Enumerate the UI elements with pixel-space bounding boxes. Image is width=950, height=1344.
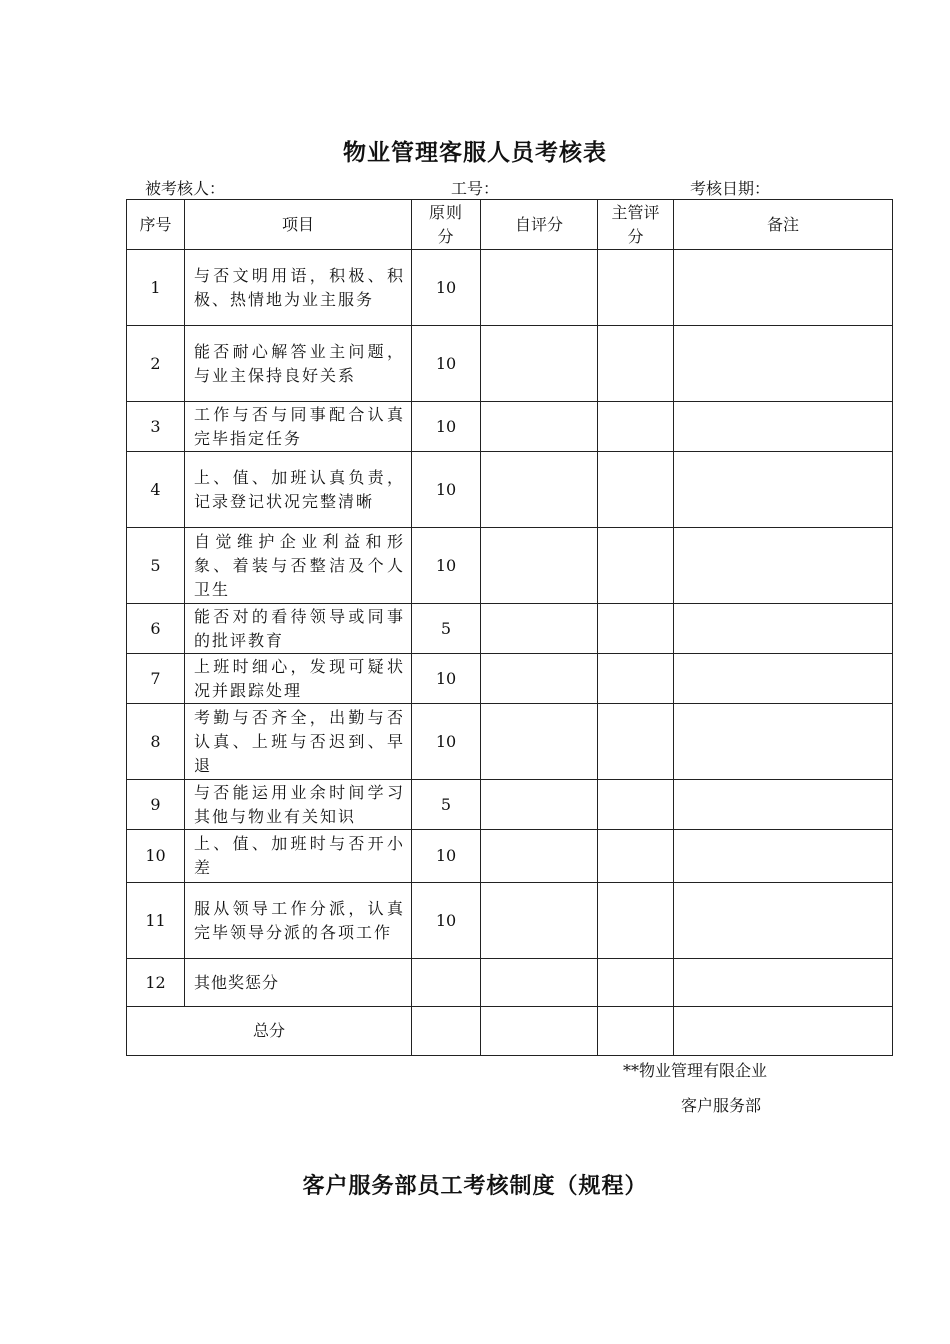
row-item: 考勤与否齐全，出勤与否认真、上班与否迟到、早退 (185, 704, 412, 780)
table-row (127, 326, 893, 402)
row-supervisor-score-cell[interactable] (598, 402, 674, 452)
row-item: 上、值、加班时与否开小差 (185, 830, 412, 883)
row-serial: 4 (127, 452, 185, 528)
section-title: 客户服务部员工考核制度（规程） (302, 1173, 648, 1199)
row-self-score-cell[interactable] (481, 452, 598, 528)
row-self-score-cell[interactable] (481, 604, 598, 654)
row-self-score-cell[interactable] (481, 830, 598, 883)
row-item: 能否对的看待领导或同事的批评教育 (185, 604, 412, 654)
row-supervisor-score-cell[interactable] (598, 780, 674, 830)
row-item: 服从领导工作分派，认真完毕领导分派的各项工作 (185, 883, 412, 959)
employee-id-label: 工号： (451, 179, 500, 198)
row-standard-score: 10 (412, 326, 481, 402)
row-supervisor-score-cell[interactable] (598, 830, 674, 883)
table-row (127, 654, 893, 704)
row-serial: 6 (127, 604, 185, 654)
row-remarks-cell[interactable] (674, 959, 893, 1007)
row-remarks-cell[interactable] (674, 883, 893, 959)
row-remarks-cell[interactable] (674, 704, 893, 780)
row-supervisor-score-cell[interactable] (598, 704, 674, 780)
total-standard-score-cell[interactable] (412, 1007, 481, 1056)
row-item: 其他奖惩分 (185, 959, 412, 1007)
examinee-label: 被考核人： (145, 179, 226, 198)
row-remarks-cell[interactable] (674, 402, 893, 452)
department-name: 客户服务部 (681, 1096, 762, 1115)
row-supervisor-score-cell[interactable] (598, 528, 674, 604)
company-name: **物业管理有限企业 (623, 1061, 768, 1080)
total-label: 总分 (127, 1007, 412, 1056)
row-self-score-cell[interactable] (481, 959, 598, 1007)
header-self-score: 自评分 (481, 200, 598, 250)
row-self-score-cell[interactable] (481, 402, 598, 452)
row-standard-score: 10 (412, 250, 481, 326)
assessment-date-label: 考核日期： (690, 179, 771, 198)
header-item: 项目 (185, 200, 412, 250)
row-serial: 2 (127, 326, 185, 402)
row-serial: 5 (127, 528, 185, 604)
row-serial: 3 (127, 402, 185, 452)
row-standard-score: 10 (412, 402, 481, 452)
row-remarks-cell[interactable] (674, 528, 893, 604)
row-standard-score: 10 (412, 654, 481, 704)
row-self-score-cell[interactable] (481, 250, 598, 326)
row-supervisor-score-cell[interactable] (598, 959, 674, 1007)
row-standard-score: 10 (412, 883, 481, 959)
row-item: 自觉维护企业利益和形象、着装与否整洁及个人卫生 (185, 528, 412, 604)
row-standard-score: 5 (412, 604, 481, 654)
header-serial: 序号 (127, 200, 185, 250)
row-serial: 1 (127, 250, 185, 326)
row-standard-score (412, 959, 481, 1007)
row-standard-score: 10 (412, 830, 481, 883)
row-item: 工作与否与同事配合认真完毕指定任务 (185, 402, 412, 452)
row-supervisor-score-cell[interactable] (598, 326, 674, 402)
row-self-score-cell[interactable] (481, 780, 598, 830)
row-standard-score: 5 (412, 780, 481, 830)
table-row (127, 830, 893, 883)
row-self-score-cell[interactable] (481, 326, 598, 402)
row-item: 与否文明用语，积极、积极、热情地为业主服务 (185, 250, 412, 326)
total-remarks-cell[interactable] (674, 1007, 893, 1056)
row-self-score-cell[interactable] (481, 883, 598, 959)
table-row (127, 780, 893, 830)
row-item: 与否能运用业余时间学习其他与物业有关知识 (185, 780, 412, 830)
row-remarks-cell[interactable] (674, 250, 893, 326)
row-self-score-cell[interactable] (481, 654, 598, 704)
row-remarks-cell[interactable] (674, 654, 893, 704)
table-row (127, 959, 893, 1007)
row-self-score-cell[interactable] (481, 704, 598, 780)
total-supervisor-score-cell[interactable] (598, 1007, 674, 1056)
row-serial: 12 (127, 959, 185, 1007)
total-row (127, 1007, 893, 1056)
row-self-score-cell[interactable] (481, 528, 598, 604)
total-self-score-cell[interactable] (481, 1007, 598, 1056)
row-supervisor-score-cell[interactable] (598, 883, 674, 959)
row-supervisor-score-cell[interactable] (598, 250, 674, 326)
row-remarks-cell[interactable] (674, 326, 893, 402)
assessment-table (126, 199, 893, 1056)
header-standard-score: 原则分 (412, 200, 481, 250)
table-row (127, 402, 893, 452)
table-header-row (127, 200, 893, 250)
table-row (127, 452, 893, 528)
row-serial: 10 (127, 830, 185, 883)
row-serial: 11 (127, 883, 185, 959)
header-supervisor-score: 主管评分 (598, 200, 674, 250)
row-remarks-cell[interactable] (674, 604, 893, 654)
table-row (127, 883, 893, 959)
row-supervisor-score-cell[interactable] (598, 654, 674, 704)
row-supervisor-score-cell[interactable] (598, 604, 674, 654)
row-remarks-cell[interactable] (674, 830, 893, 883)
table-row (127, 528, 893, 604)
row-remarks-cell[interactable] (674, 780, 893, 830)
row-remarks-cell[interactable] (674, 452, 893, 528)
row-standard-score: 10 (412, 528, 481, 604)
row-standard-score: 10 (412, 452, 481, 528)
row-supervisor-score-cell[interactable] (598, 452, 674, 528)
row-serial: 7 (127, 654, 185, 704)
row-item: 上班时细心，发现可疑状况并跟踪处理 (185, 654, 412, 704)
header-remarks: 备注 (674, 200, 893, 250)
row-standard-score: 10 (412, 704, 481, 780)
table-row (127, 250, 893, 326)
row-item: 能否耐心解答业主问题，与业主保持良好关系 (185, 326, 412, 402)
row-serial: 9 (127, 780, 185, 830)
row-serial: 8 (127, 704, 185, 780)
table-row (127, 704, 893, 780)
table-row (127, 604, 893, 654)
row-item: 上、值、加班认真负责，记录登记状况完整清晰 (185, 452, 412, 528)
form-title: 物业管理客服人员考核表 (343, 139, 607, 166)
